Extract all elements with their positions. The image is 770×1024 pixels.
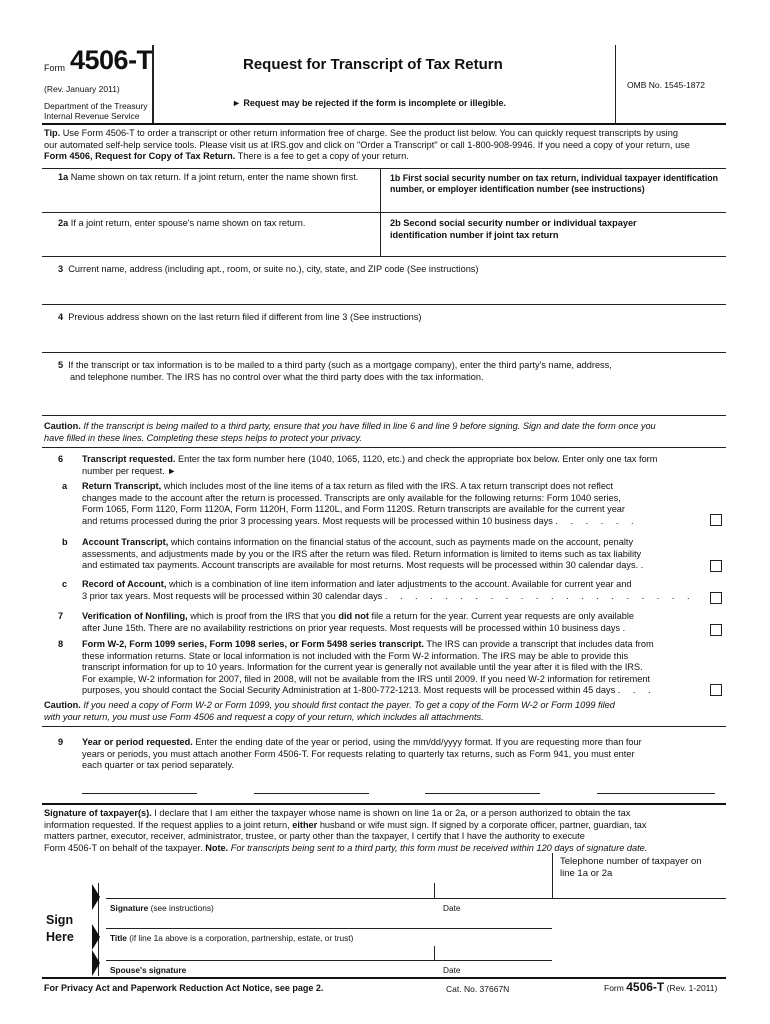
field-4-previous-address[interactable]: 4 Previous address shown on the last return filed if different from line 3 (See instructions) [58, 312, 422, 322]
line-6a-return-transcript: Return Transcript, which includes most of the line items of a tax return as filed with the IRS. A tax return transcript does not reflect changes made to the account after the return is processed. Transcripts are only available for the following returns: Form 1040 series, Form 1065, Form 1120, Form 1120A, Form 1120H, Form 1120L, and Form 1120S. Return transcripts are available for the current year and returns processed during the prior 3 processing years. Most requests will be processed within 10 business days . . . . . . [82, 481, 639, 526]
line-6c-letter: c [62, 579, 68, 589]
line-8-number: 8 [58, 639, 64, 649]
privacy-notice: For Privacy Act and Paperwork Reduction Act Notice, see page 2. [44, 983, 324, 993]
form-title: Request for Transcript of Tax Return [243, 56, 503, 73]
date-label-1: Date [443, 903, 461, 913]
line-6a-letter: a [62, 481, 68, 491]
field-2b-spouse-ssn[interactable]: 2b Second social security number or individual taxpayer identification number if joint tax return [390, 218, 637, 240]
line-6b-account-transcript: Account Transcript, which contains information on the financial status of the account, such as payments made on the account, penalty assessments, and adjustments made by you or the IRS after the return was filed. Return information is limited to items such as tax liability and estimated tax payments. Account transcripts are available for most returns. Most requests will be processed within 30 calendar days. . [82, 537, 649, 570]
form-label: Form [44, 63, 65, 73]
checkbox-7[interactable] [710, 624, 722, 636]
omb-number: OMB No. 1545-1872 [627, 80, 705, 90]
reject-note: ► Request may be rejected if the form is incomplete or illegible. [232, 98, 506, 108]
field-1a-name[interactable]: 1a Name shown on tax return. If a joint return, enter the name shown first. [58, 172, 359, 182]
catalog-number: Cat. No. 37667N [446, 984, 510, 994]
signature-declaration: Signature of taxpayer(s). I declare that I am either the taxpayer whose name is shown on line 1a or 2a, or a person authorized to obtain the tax information requested. If the request applies to a joint return, either husband or wife must sign. If signed by a corporate officer, partner, guardian, tax matters partner, executor, receiver, administrator, trustee, or party other than the taxpayer, I certify that I have the authority to execute Form 4506-T on behalf of the taxpayer. Note. For transcripts being sent to a third party, this form must be received within 120 days of signature date. [44, 808, 648, 853]
spouse-arrow-icon [92, 950, 100, 976]
title-arrow-icon [92, 924, 100, 950]
line-9-number: 9 [58, 737, 64, 747]
line-6c-record-of-account: Record of Account, which is a combination of line item information and later adjustments to the account. Available for current year and 3 prior tax years. Most requests will be processed within 30 calendar days . . . . . . . . . . . . . . . . . . . . . [82, 579, 695, 601]
telephone-label: Telephone number of taxpayer on line 1a or 2a [560, 856, 702, 879]
checkbox-8[interactable] [710, 684, 722, 696]
line-7-number: 7 [58, 611, 64, 621]
line-6b-letter: b [62, 537, 68, 547]
here-label: Here [46, 930, 74, 944]
title-label: Title (if line 1a above is a corporation, partnership, estate, or trust) [110, 933, 354, 943]
form-number: 4506-T [70, 45, 153, 75]
agency: Internal Revenue Service [44, 111, 140, 121]
revision-date: (Rev. January 2011) [44, 84, 120, 94]
tip-text: Tip. Use Form 4506-T to order a transcript or other return information free of charge. See the product list below. You can quickly request transcripts by using our automated self-help service tools. Please visit us at IRS.gov and click on "Order a Transcript" or call 1-800-908-9946. If you need a copy of your return, use Form 4506, Request for Copy of Tax Return. There is a fee to get a copy of your return. [44, 128, 690, 161]
period-field-4[interactable] [597, 793, 715, 794]
field-1b-ssn[interactable]: 1b First social security number on tax return, individual taxpayer identification number, or employer identification number (see instructions) [390, 173, 719, 194]
field-2a-spouse-name[interactable]: 2a If a joint return, enter spouse's name shown on tax return. [58, 218, 306, 228]
checkbox-6c[interactable] [710, 592, 722, 604]
footer-form-id: Form 4506-T (Rev. 1-2011) [604, 980, 718, 994]
sign-arrow-icon [92, 884, 100, 910]
spouse-signature-field[interactable] [106, 960, 552, 961]
signature-field[interactable] [106, 898, 552, 899]
line-7-verification-nonfiling: Verification of Nonfiling, which is proof from the IRS that you did not file a return for the year. Current year requests are only available after June 15th. There are no availability restrictions on prior year requests. Most requests will be processed within 10 business days . [82, 611, 635, 633]
telephone-field[interactable] [552, 898, 726, 899]
caution-third-party: Caution. If the transcript is being mailed to a third party, ensure that you have filled in line 6 and line 9 before signing. Sign and date the form once you have filled in these lines. Completing these steps helps to protect your privacy. [44, 421, 656, 443]
period-field-3[interactable] [425, 793, 540, 794]
line-8-w2-transcript: Form W-2, Form 1099 series, Form 1098 series, or Form 5498 series transcript. The IRS can provide a transcript that includes data from these information returns. State or local information is not included with the Form W-2 information. The IRS may be able to provide this transcript information for up to 10 years. Information for the current year is generally not available until the year after it is filed with the IRS. For example, W-2 information for 2007, filed in 2008, will not be available from the IRS until 2009. If you need W-2 information for retirement purposes, you should contact the Social Security Administration at 1-800-772-1213. Most requests will be processed within 45 days . . . [82, 639, 656, 695]
checkbox-6b[interactable] [710, 560, 722, 572]
signature-label: Signature (see instructions) [110, 903, 214, 913]
period-field-2[interactable] [254, 793, 369, 794]
line-6-transcript-requested[interactable]: Transcript requested. Enter the tax form number here (1040, 1065, 1120, etc.) and check the appropriate box below. Enter only one tax form number per request. ► [82, 454, 658, 476]
checkbox-6a[interactable] [710, 514, 722, 526]
line-9-year-period: Year or period requested. Enter the ending date of the year or period, using the mm/dd/yyyy format. If you are requesting more than four years or periods, you must attach another Form 4506-T. For requests relating to quarterly tax returns, such as Form 941, you must enter each quarter or tax period separately. [82, 737, 642, 770]
date-label-2: Date [443, 965, 461, 975]
field-3-current-address[interactable]: 3 Current name, address (including apt., room, or suite no.), city, state, and ZIP code (See instructions) [58, 264, 479, 274]
period-field-1[interactable] [82, 793, 197, 794]
department: Department of the Treasury [44, 101, 148, 111]
field-5-third-party[interactable]: 5 If the transcript or tax information is to be mailed to a third party (such as a mortgage company), enter the third party's name, address, and telephone number. The IRS has no control over what the third party does with the tax information. [58, 360, 612, 382]
title-field[interactable] [106, 928, 552, 929]
line-6-number: 6 [58, 454, 64, 464]
sign-label: Sign [46, 913, 74, 927]
spouse-signature-label: Spouse's signature [110, 965, 187, 975]
caution-w2: Caution. If you need a copy of Form W-2 or Form 1099, you should first contact the payer. To get a copy of the Form W-2 or Form 1099 filed with your return, you must use Form 4506 and request a copy of your return, which includes all attachments. [44, 700, 615, 722]
